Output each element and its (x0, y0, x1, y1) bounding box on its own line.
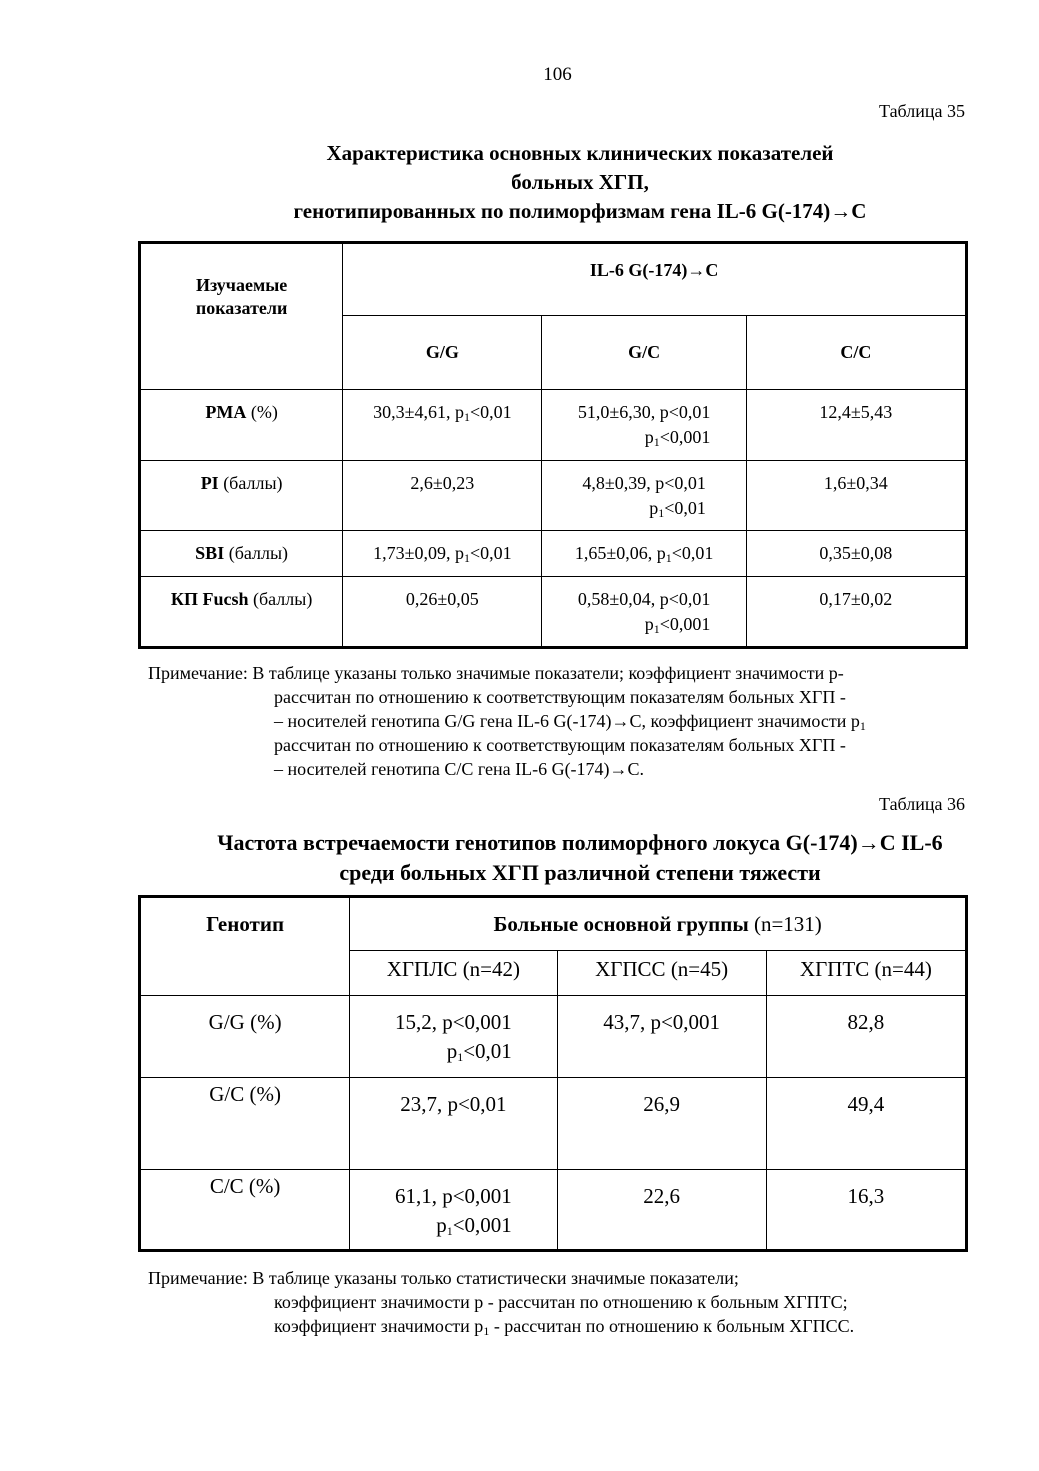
cell-gg: 2,6±0,23 (343, 461, 542, 531)
table-36-label: Таблица 36 (879, 794, 965, 814)
row-label: C/C (%) (140, 1170, 350, 1251)
note-line: Примечание: В таблице указаны только статистически значимые показатели; (148, 1268, 739, 1288)
cell-mild: 23,7, p<0,01 (350, 1078, 557, 1170)
cell-severe: 16,3 (766, 1170, 966, 1251)
row-label: G/G (%) (140, 996, 350, 1078)
table-row (140, 1170, 967, 1251)
cell-gc: 1,65±0,06, $p_1<0,01$ (542, 531, 746, 577)
header-gene-group: IL-6 G(-174)→C (343, 243, 967, 316)
cell-gc: 51,0±6,30, p<0,01 $p_1<0,001$ (542, 390, 746, 461)
table-36 (138, 895, 968, 1252)
header-patient-group: Больные основной группы (n=131) (350, 897, 967, 951)
row-label: КП Fucsh (баллы) (140, 577, 343, 648)
cell-cc: 0,17±0,02 (746, 577, 966, 648)
table-36-note (148, 1266, 970, 1338)
cell-cc: 0,35±0,08 (746, 531, 966, 577)
row-label: PMA (%) (140, 390, 343, 461)
table-row (140, 577, 967, 648)
cell-cc: 12,4±5,43 (746, 390, 966, 461)
table-35-label: Таблица 35 (879, 101, 965, 121)
note-line: Примечание: В таблице указаны только значимые показатели; коэффициент значимости р- (148, 663, 844, 683)
cell-gc: 0,58±0,04, p<0,01 $p_1<0,001$ (542, 577, 746, 648)
cell-moderate: 43,7, p<0,001 (557, 996, 766, 1078)
table-35-title-line: генотипированных по полиморфизмам гена IL-6 G(-174)→C (293, 199, 867, 223)
row-label: G/C (%) (140, 1078, 350, 1170)
note-line: коэффициент значимости $р_1$ - рассчитан по отношению к больным ХГПСС. (274, 1316, 855, 1338)
note-line: коэффициент значимости р - рассчитан по отношению к больным ХГПТС; (274, 1292, 848, 1312)
note-line: рассчитан по отношению к соответствующим показателям больных ХГП - (274, 687, 846, 707)
table-35-title (120, 139, 1039, 226)
row-label: PI (баллы) (140, 461, 343, 531)
cell-gg: 1,73±0,09, $p_1<0,01$ (343, 531, 542, 577)
note-line: – носителей генотипа G/G гена IL-6 G(-174)→C, коэффициент значимости $р_1$ (274, 711, 866, 733)
table-row (140, 996, 967, 1078)
header-genotype-gc: G/C (542, 316, 746, 390)
cell-gc: 4,8±0,39, p<0,01 $p_1<0,01$ (542, 461, 746, 531)
table-36-title-line: среди больных ХГП различной степени тяжести (339, 860, 821, 885)
header-studied-indicators: Изучаемые показатели (140, 243, 343, 390)
table-35 (138, 241, 968, 649)
page-number: 106 (543, 64, 572, 85)
cell-gg: 0,26±0,05 (343, 577, 542, 648)
cell-severe: 82,8 (766, 996, 966, 1078)
table-36-title-line: Частота встречаемости генотипов полиморфного локуса G(-174)→C IL-6 (217, 830, 943, 855)
cell-severe: 49,4 (766, 1078, 966, 1170)
table-row (140, 531, 967, 577)
table-35-title-line: больных ХГП, (511, 170, 649, 194)
table-35-note (148, 661, 970, 781)
row-label: SBI (баллы) (140, 531, 343, 577)
header-genotype-gg: G/G (343, 316, 542, 390)
table-row (140, 390, 967, 461)
note-line: – носителей генотипа C/C гена IL-6 G(-174)→C. (274, 759, 645, 779)
cell-cc: 1,6±0,34 (746, 461, 966, 531)
header-subgroup-mild: ХГПЛС (n=42) (350, 951, 557, 996)
header-genotype: Генотип (140, 897, 350, 996)
table-row (140, 461, 967, 531)
header-subgroup-severe: ХГПТС (n=44) (766, 951, 966, 996)
cell-gg: 30,3±4,61, $p_1<0,01$ (343, 390, 542, 461)
cell-moderate: 22,6 (557, 1170, 766, 1251)
cell-mild: 61,1, p<0,001 $p_1<0,001$ (350, 1170, 557, 1251)
note-line: рассчитан по отношению к соответствующим показателям больных ХГП - (274, 735, 846, 755)
table-36-title (120, 828, 1039, 888)
table-35-title-line: Характеристика основных клинических показателей (326, 141, 834, 165)
header-genotype-cc: C/C (746, 316, 966, 390)
header-subgroup-moderate: ХГПСС (n=45) (557, 951, 766, 996)
cell-moderate: 26,9 (557, 1078, 766, 1170)
cell-mild: 15,2, p<0,001 $p_1<0,01$ (350, 996, 557, 1078)
table-row (140, 1078, 967, 1170)
